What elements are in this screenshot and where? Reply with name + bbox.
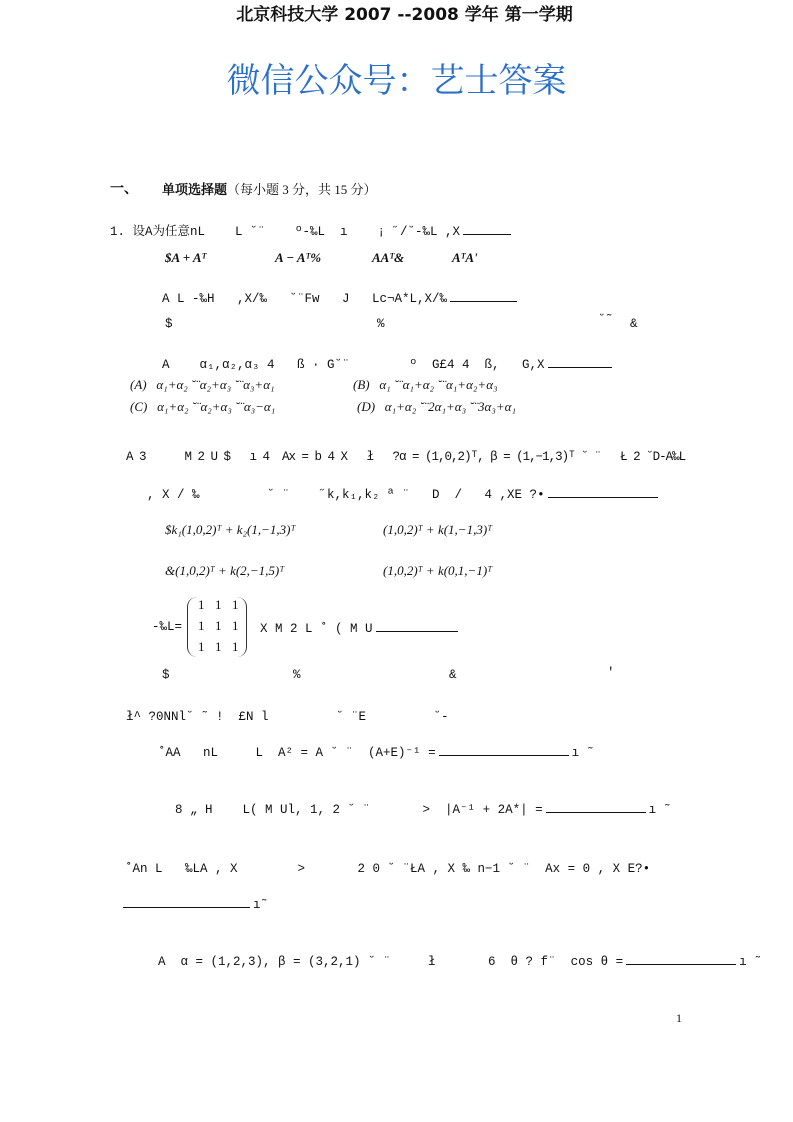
section-2-heading: ł^ ?0NNl˘ ˜ ! £N l ˘ ¨E ˘- [126,710,449,724]
section-note: （每小题 3 分，共 15 分） [227,182,377,197]
question-3-line [162,355,615,373]
matrix-entry: 1 [215,618,222,633]
fill-4-stem: A α = (1,2,3), β = (3,2,1) ˘ ¨ ł 6 θ ? f¨ cos θ = [158,955,624,969]
fill-2-line [175,800,671,818]
fill-3-stem: ˚An L ‰LA , X > 2 0 ˘ ¨ŁA , X ‰ n−1 ˘ ¨ Ax = 0 , X E?• [125,862,651,876]
q4-option-a: $k₁(1,0,2)ᵀ + k₂(1,−1,3)ᵀ [165,522,296,537]
question-1-line [110,222,514,240]
q5-matrix-label: -‰L= [152,620,183,634]
fill-1-line [158,743,594,761]
q1-option-a: $A + Aᵀ [165,250,207,265]
q5-option-a: $ [162,668,170,682]
answer-blank [463,222,511,235]
fill-4-line [158,952,762,970]
page-number: 1 [676,1011,682,1025]
fill-2-end: ı ˜ [648,803,672,817]
q4-option-b: (1,0,2)ᵀ + k(1,−1,3)ᵀ [383,522,493,537]
q4-option-c: &(1,0,2)ᵀ + k(2,−1,5)ᵀ [165,563,285,578]
question-3-stem: A α₁,α₂,α₃ 4 ß · G˘¨ º G£4 4 ß, G,X [162,358,545,372]
section-title: 单项选择题 [162,182,228,197]
answer-blank [439,743,569,756]
question-4-stem-line2: , X / ‰ ˘ ¨ ˝k,k₁,k₂ ª ¨ D / 4 ,XE ?• [147,488,545,502]
answer-blank [626,952,736,965]
q1-option-d: AᵀA' [452,250,478,265]
question-2-stem: A L -‰H ,X/‰ ˘¨Fw J Lc¬A*L,X/‰ [162,292,448,306]
fill-1-stem: ˚AA nL L A² = A ˘ ¨ (A+E)⁻¹ = [158,746,436,760]
matrix-entry: 1 [198,597,205,612]
question-5-stem: X M 2 L ˚ ( M U [260,622,373,636]
watermark: 微信公众号：艺士答案 [226,61,567,101]
question-5-line [260,619,461,637]
q2-option-a: $ [165,317,173,331]
q3-option-d: (D) α₁+α₂ ˘¨2α₁+α₃ ˘¨3α₃+α₁ [357,399,516,414]
fill-3-end: ı˜ [253,898,269,912]
fill-2-stem: 8 „ H L( M Ul, 1, 2 ˘ ¨ > |A⁻¹ + 2A*| = [175,803,543,817]
question-4-stem-line1: A 3 M 2 U $ ı 4 Ax = b 4 X ł ?α = (1,0,2)ᵀ, β = (1,−1,3)ᵀ ˘ ¨ Ł 2 ˘D-A‰L [126,450,686,464]
q5-option-b: % [293,668,301,682]
section-heading [162,182,377,198]
matrix-entry: 1 [215,597,222,612]
matrix-entry: 1 [198,639,205,654]
answer-blank [548,485,658,498]
answer-blank [450,289,517,302]
question-1-stem: 1. 设A为任意nL L ˘¨ º-‰L ı ¡ ˝/˘-‰L ,X [110,225,461,239]
answer-blank [546,800,646,813]
q1-option-c: AAᵀ& [372,250,405,265]
q5-matrix [187,597,247,657]
q5-option-d: ' [607,666,615,680]
matrix-entry: 1 [232,618,239,633]
matrix-entry: 1 [215,639,222,654]
q3-option-c: (C) α₁+α₂ ˘¨α₂+α₃ ˘¨α₃−α₁ [130,399,276,414]
q1-option-b: A − Aᵀ% [275,250,322,265]
question-4-line2 [147,485,661,503]
q2-option-d: & [630,317,638,331]
q5-option-c: & [449,668,457,682]
fill-1-end: ı ˜ [571,746,595,760]
q2-option-b: % [377,317,385,331]
matrix-entry: 1 [232,597,239,612]
q3-option-b: (B) α₁ ˘¨α₁+α₂ ˘¨α₁+α₂+α₃ [353,377,498,392]
q4-option-d: (1,0,2)ᵀ + k(0,1,−1)ᵀ [383,563,493,578]
answer-blank [548,355,612,368]
q2-option-c: ˘˜ [598,313,614,327]
answer-blank [123,895,250,908]
matrix-entry: 1 [232,639,239,654]
fill-3-line2 [123,895,268,913]
section-number: 一、 [110,182,138,197]
page-title: 北京科技大学 2007 --2008 学年 第一学期 [236,5,573,25]
matrix-entry: 1 [198,618,205,633]
question-2-line [162,289,520,307]
fill-4-end: ı ˜ [739,955,762,969]
answer-blank [376,619,458,632]
q3-option-a: (A) α₁+α₂ ˘¨α₂+α₃ ˘¨α₃+α₁ [130,377,275,392]
